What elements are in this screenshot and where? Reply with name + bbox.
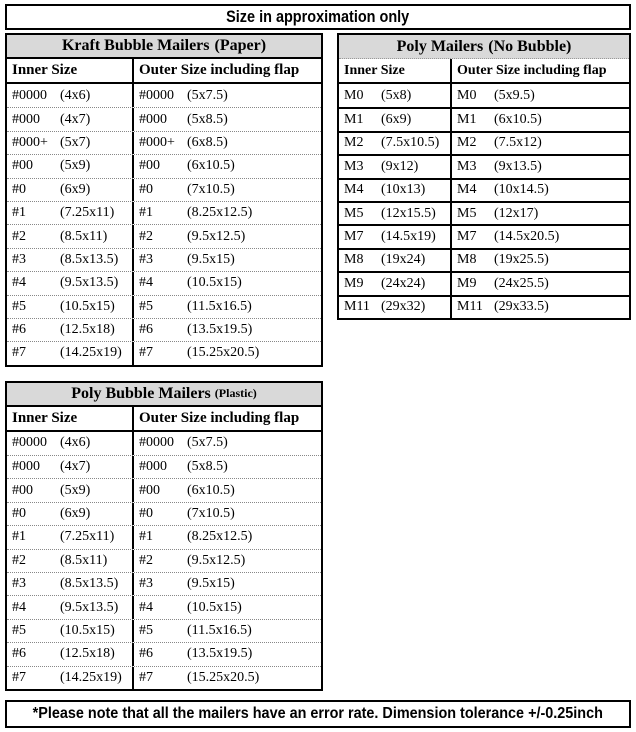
inner-dimensions: (29x32) (381, 299, 426, 315)
size-label: M9 (457, 275, 477, 291)
inner-dimensions: (14.25x19) (60, 669, 122, 685)
inner-size-cell (7, 596, 134, 618)
outer-size-cell (452, 180, 629, 201)
table-row (7, 131, 321, 154)
table-row (339, 178, 629, 201)
size-label: M3 (344, 158, 364, 174)
size-label: #7 (12, 669, 26, 685)
inner-size-cell (7, 155, 134, 177)
outer-dimensions: (29x33.5) (494, 299, 549, 315)
size-label: #0000 (12, 435, 47, 451)
size-label: M4 (457, 182, 477, 198)
poly-bubble-column-headers (7, 407, 321, 432)
inner-dimensions: (4x7) (60, 111, 91, 127)
kraft-table-title-main: Kraft Bubble Mailers (61, 37, 210, 54)
inner-dimensions: (10.5x15) (60, 298, 115, 314)
footer-note: *Please note that all the mailers have an error rate. Dimension tolerance +/-0.25inch (32, 705, 604, 722)
outer-dimensions: (7x10.5) (187, 506, 235, 522)
inner-size-cell (7, 84, 134, 107)
inner-size-cell (339, 156, 452, 177)
inner-dimensions: (7.25x11) (60, 205, 115, 221)
size-label: #0000 (12, 87, 47, 103)
table-row (7, 154, 321, 177)
inner-size-header: Inner Size (7, 59, 134, 82)
inner-dimensions: (12x15.5) (381, 205, 436, 221)
inner-dimensions: (10x13) (381, 182, 426, 198)
outer-size-header: Outer Size including flap (457, 62, 607, 78)
size-label: M2 (457, 135, 477, 151)
outer-dimensions: (11.5x16.5) (187, 298, 252, 314)
footer-note-box (5, 700, 631, 728)
inner-size-cell (7, 432, 134, 455)
size-label: #6 (139, 646, 153, 662)
size-label: M9 (344, 275, 364, 291)
inner-size-cell (7, 272, 134, 294)
outer-size-cell (452, 226, 629, 247)
table-row (7, 502, 321, 525)
size-label: #7 (12, 345, 26, 361)
size-label: #0 (12, 181, 26, 197)
size-label: #2 (12, 552, 26, 568)
table-row (7, 455, 321, 478)
outer-size-cell (134, 432, 321, 455)
poly-mailers-table (337, 33, 631, 320)
inner-size-cell (7, 643, 134, 665)
table-row (339, 248, 629, 271)
outer-dimensions: (24x25.5) (494, 275, 549, 291)
inner-dimensions: (5x7) (60, 134, 91, 150)
outer-size-cell (134, 179, 321, 201)
right-column (337, 33, 631, 320)
size-label: #2 (139, 552, 153, 568)
table-row (7, 341, 321, 364)
size-label: #6 (12, 322, 26, 338)
inner-dimensions: (14.25x19) (60, 345, 122, 361)
inner-size-cell (339, 180, 452, 201)
inner-size-cell (7, 479, 134, 501)
inner-dimensions: (5x9) (60, 158, 91, 174)
page-title-box (5, 4, 631, 30)
outer-size-cell (134, 132, 321, 154)
page-title: Size in approximation only (226, 7, 410, 26)
size-label: #5 (12, 298, 26, 314)
outer-dimensions: (7.5x12) (494, 135, 542, 151)
table-row (7, 549, 321, 572)
outer-dimensions: (12x17) (494, 205, 539, 221)
size-label: M8 (457, 252, 477, 268)
outer-dimensions: (9.5x12.5) (187, 552, 246, 568)
kraft-column-headers (7, 59, 321, 84)
inner-dimensions: (5x8) (381, 87, 412, 103)
inner-dimensions: (8.5x13.5) (60, 251, 119, 267)
size-label: M1 (457, 112, 477, 128)
inner-size-cell (339, 297, 452, 318)
inner-dimensions: (9.5x13.5) (60, 599, 119, 615)
table-row (339, 201, 629, 224)
size-label: #000 (139, 459, 167, 475)
size-label: #1 (139, 205, 153, 221)
outer-dimensions: (10.5x15) (187, 599, 242, 615)
size-label: #1 (12, 529, 26, 545)
size-label: #000 (12, 459, 40, 475)
size-label: #6 (12, 646, 26, 662)
table-row (7, 666, 321, 689)
inner-dimensions: (12.5x18) (60, 322, 115, 338)
table-row (7, 295, 321, 318)
outer-size-cell (452, 156, 629, 177)
outer-size-cell (134, 550, 321, 572)
inner-dimensions: (8.5x13.5) (60, 576, 119, 592)
size-label: #000+ (139, 134, 175, 150)
inner-size-cell (7, 456, 134, 478)
outer-dimensions: (8.25x12.5) (187, 529, 253, 545)
outer-dimensions: (19x25.5) (494, 252, 549, 268)
outer-dimensions: (5x7.5) (187, 87, 228, 103)
outer-dimensions: (13.5x19.5) (187, 646, 253, 662)
inner-size-cell (7, 550, 134, 572)
kraft-table-title (7, 35, 321, 59)
table-row (339, 271, 629, 294)
size-label: #000+ (12, 134, 48, 150)
inner-size-cell (339, 84, 452, 107)
outer-size-cell (134, 108, 321, 130)
size-label: #0 (12, 506, 26, 522)
size-label: #2 (139, 228, 153, 244)
table-row (7, 432, 321, 455)
size-label: #0 (139, 181, 153, 197)
outer-size-cell (134, 225, 321, 247)
size-label: #1 (12, 205, 26, 221)
inner-dimensions: (9.5x13.5) (60, 275, 119, 291)
inner-dimensions: (6x9) (60, 506, 91, 522)
kraft-table-title-suffix: (Paper) (214, 37, 267, 54)
size-label: #0 (139, 506, 153, 522)
outer-dimensions: (7x10.5) (187, 181, 235, 197)
inner-dimensions: (24x24) (381, 275, 426, 291)
size-label: M8 (344, 252, 364, 268)
outer-size-cell (134, 342, 321, 364)
left-column (5, 33, 323, 691)
table-row (7, 107, 321, 130)
table-row (7, 201, 321, 224)
poly-bubble-table-title (7, 383, 321, 407)
outer-size-cell (134, 573, 321, 595)
inner-size-cell (7, 202, 134, 224)
outer-dimensions: (15.25x20.5) (187, 669, 260, 685)
size-label: #000 (139, 111, 167, 127)
size-label: #6 (139, 322, 153, 338)
poly-table-rows (339, 84, 629, 318)
poly-bubble-table-rows (7, 432, 321, 689)
poly-column-headers (339, 59, 629, 84)
inner-dimensions: (8.5x11) (60, 228, 108, 244)
size-label: M4 (344, 182, 364, 198)
inner-size-cell (7, 132, 134, 154)
outer-size-cell (134, 202, 321, 224)
size-label: M7 (457, 229, 477, 245)
outer-dimensions: (6x10.5) (187, 482, 235, 498)
table-row (339, 295, 629, 318)
outer-size-cell (134, 503, 321, 525)
poly-table-title-main: Poly Mailers (396, 37, 484, 55)
outer-dimensions: (9.5x15) (187, 251, 235, 267)
outer-size-cell (134, 319, 321, 341)
table-row (339, 224, 629, 247)
table-row (7, 642, 321, 665)
outer-dimensions: (9.5x12.5) (187, 228, 246, 244)
size-label: #3 (139, 251, 153, 267)
table-row (7, 178, 321, 201)
outer-size-cell (452, 203, 629, 224)
outer-size-header: Outer Size including flap (139, 409, 300, 426)
table-row (7, 572, 321, 595)
inner-size-cell (339, 109, 452, 130)
size-label: M0 (457, 87, 477, 103)
size-label: M2 (344, 135, 364, 151)
inner-dimensions: (9x12) (381, 158, 419, 174)
poly-bubble-table-title-suffix: (Plastic) (214, 386, 257, 401)
size-label: M11 (457, 299, 483, 315)
inner-size-cell (339, 250, 452, 271)
inner-dimensions: (4x6) (60, 435, 91, 451)
size-label: M5 (344, 205, 364, 221)
outer-size-cell (452, 109, 629, 130)
poly-table-title-suffix: (No Bubble) (488, 37, 572, 55)
outer-size-cell (134, 667, 321, 689)
size-label: M7 (344, 229, 364, 245)
table-row (7, 525, 321, 548)
outer-size-cell (134, 272, 321, 294)
inner-dimensions: (7.25x11) (60, 529, 115, 545)
outer-size-cell (134, 620, 321, 642)
outer-size-cell (134, 296, 321, 318)
table-row (339, 84, 629, 107)
size-label: #5 (139, 623, 153, 638)
size-label: #000 (12, 111, 40, 127)
size-label: M1 (344, 112, 364, 128)
table-row (7, 619, 321, 642)
inner-size-cell (7, 225, 134, 247)
table-row (7, 84, 321, 107)
outer-size-cell (134, 155, 321, 177)
outer-dimensions: (14.5x20.5) (494, 229, 560, 245)
outer-dimensions: (8.25x12.5) (187, 205, 253, 221)
outer-size-cell (452, 133, 629, 154)
outer-dimensions: (6x10.5) (494, 112, 542, 128)
inner-size-cell (7, 179, 134, 201)
table-row (7, 248, 321, 271)
size-label: #4 (139, 599, 153, 615)
size-label: #3 (12, 576, 26, 592)
table-row (7, 478, 321, 501)
inner-dimensions: (6x9) (381, 112, 412, 128)
inner-size-cell (339, 203, 452, 224)
inner-size-cell (7, 319, 134, 341)
inner-dimensions: (19x24) (381, 252, 426, 268)
outer-size-cell (452, 250, 629, 271)
size-label: #00 (12, 158, 33, 174)
inner-size-cell (339, 133, 452, 154)
size-label: #5 (12, 623, 26, 638)
kraft-table-rows (7, 84, 321, 365)
outer-size-cell (134, 596, 321, 618)
inner-size-cell (7, 620, 134, 642)
poly-bubble-mailers-table (5, 381, 323, 691)
outer-size-cell (134, 526, 321, 548)
size-label: #00 (139, 158, 160, 174)
outer-size-cell (452, 297, 629, 318)
size-label: #0000 (139, 435, 174, 451)
inner-dimensions: (4x6) (60, 87, 91, 103)
inner-dimensions: (12.5x18) (60, 646, 115, 662)
inner-size-cell (7, 573, 134, 595)
outer-size-cell (134, 456, 321, 478)
inner-size-cell (339, 273, 452, 294)
size-label: #2 (12, 228, 26, 244)
inner-dimensions: (5x9) (60, 482, 91, 498)
table-row (339, 107, 629, 130)
outer-dimensions: (5x8.5) (187, 111, 228, 127)
size-label: #7 (139, 669, 153, 685)
outer-dimensions: (5x9.5) (494, 87, 535, 103)
table-row (7, 595, 321, 618)
outer-dimensions: (6x10.5) (187, 158, 235, 174)
size-label: #3 (139, 576, 153, 592)
inner-dimensions: (7.5x10.5) (381, 135, 440, 151)
outer-dimensions: (9x13.5) (494, 158, 542, 174)
table-row (339, 131, 629, 154)
outer-dimensions: (11.5x16.5) (187, 623, 252, 638)
size-label: M0 (344, 87, 364, 103)
inner-size-cell (7, 342, 134, 364)
outer-dimensions: (9.5x15) (187, 576, 235, 592)
size-label: #00 (12, 482, 33, 498)
kraft-bubble-mailers-table (5, 33, 323, 367)
outer-size-cell (452, 273, 629, 294)
outer-dimensions: (13.5x19.5) (187, 322, 253, 338)
size-label: #4 (139, 275, 153, 291)
table-row (7, 271, 321, 294)
inner-size-cell (7, 296, 134, 318)
size-label: #4 (12, 275, 26, 291)
inner-dimensions: (4x7) (60, 459, 91, 475)
size-label: #00 (139, 482, 160, 498)
inner-size-header: Inner Size (339, 59, 452, 82)
outer-dimensions: (6x8.5) (187, 134, 228, 150)
outer-dimensions: (10.5x15) (187, 275, 242, 291)
outer-size-cell (134, 84, 321, 107)
outer-size-cell (134, 479, 321, 501)
inner-size-cell (7, 667, 134, 689)
inner-dimensions: (10.5x15) (60, 623, 115, 638)
poly-table-title (339, 35, 629, 59)
table-row (339, 154, 629, 177)
inner-size-header: Inner Size (7, 407, 134, 430)
outer-dimensions: (5x8.5) (187, 459, 228, 475)
poly-bubble-table-title-main: Poly Bubble Mailers (71, 384, 211, 402)
size-label: #7 (139, 345, 153, 361)
outer-size-header: Outer Size including flap (139, 62, 300, 78)
outer-dimensions: (5x7.5) (187, 435, 228, 451)
inner-dimensions: (8.5x11) (60, 552, 108, 568)
inner-dimensions: (6x9) (60, 181, 91, 197)
size-label: #1 (139, 529, 153, 545)
inner-dimensions: (14.5x19) (381, 229, 436, 245)
size-label: #4 (12, 599, 26, 615)
size-label: #0000 (139, 87, 174, 103)
size-label: M11 (344, 299, 370, 315)
size-label: M3 (457, 158, 477, 174)
outer-dimensions: (15.25x20.5) (187, 345, 260, 361)
inner-size-cell (339, 226, 452, 247)
inner-size-cell (7, 503, 134, 525)
content-area (5, 33, 631, 700)
outer-size-cell (134, 249, 321, 271)
table-row (7, 318, 321, 341)
outer-dimensions: (10x14.5) (494, 182, 549, 198)
inner-size-cell (7, 249, 134, 271)
inner-size-cell (7, 526, 134, 548)
outer-size-cell (134, 643, 321, 665)
size-label: #5 (139, 298, 153, 314)
size-label: M5 (457, 205, 477, 221)
table-row (7, 224, 321, 247)
inner-size-cell (7, 108, 134, 130)
outer-size-cell (452, 84, 629, 107)
size-label: #3 (12, 251, 26, 267)
